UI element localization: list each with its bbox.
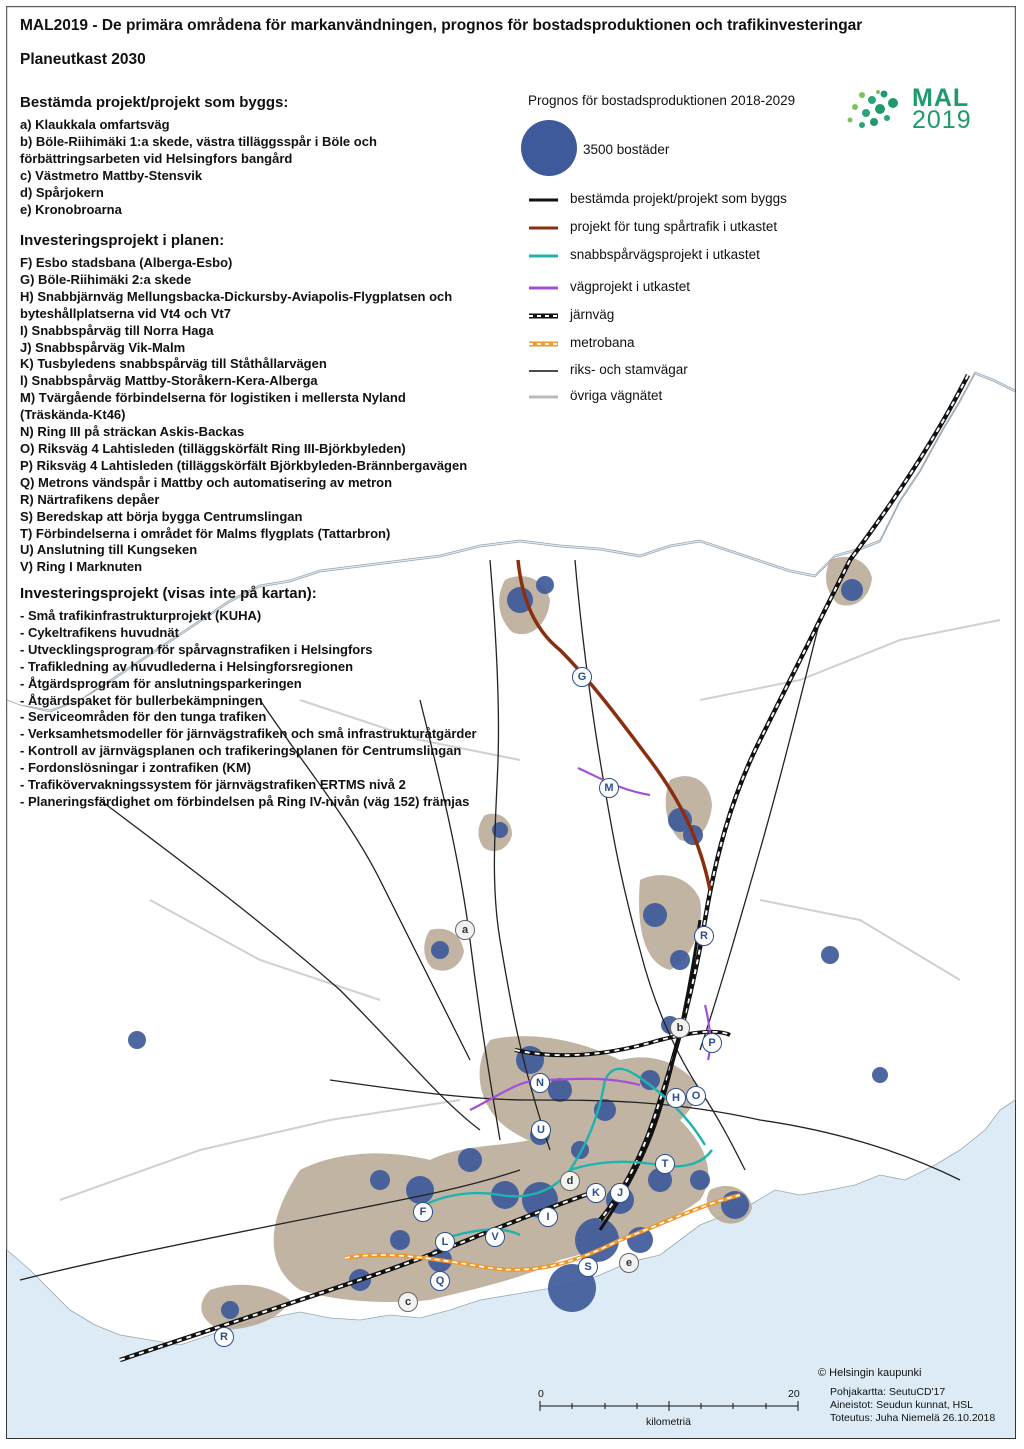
logo-text-top: MAL [912,84,970,112]
map-marker: F [413,1202,433,1222]
list-item: - Planeringsfärdighet om förbindelsen på Ring IV-nivån (väg 152) främjas [20,793,470,809]
legend-swatch [528,194,558,206]
legend-row [528,306,828,326]
credit-line: Aineistot: Seudun kunnat, HSL [830,1399,974,1411]
legend-row [528,190,828,210]
legend-row [528,278,828,298]
map-subtitle: Planeutkast 2030 [20,51,146,68]
legend-swatch [528,222,558,234]
map-marker: b [670,1018,690,1038]
list-heading: Investeringsprojekt i planen: [20,232,225,249]
map-marker: N [530,1073,550,1093]
list-item: b) Böle-Riihimäki 1:a skede, västra tilläggsspår i Böle och [20,133,377,149]
list-item: e) Kronobroarna [20,201,122,217]
legend-label: metrobana [570,335,635,350]
map-marker: R [694,926,714,946]
credits [830,1386,995,1425]
legend-label: snabbspårvägsprojekt i utkastet [570,247,760,262]
credit-line: Pohjakartta: SeutuCD'17 [830,1386,946,1398]
legend-swatch [528,310,558,322]
legend-swatch [528,250,558,262]
legend-label: vägprojekt i utkastet [570,279,691,294]
list-item: (Träskända-Kt46) [20,407,126,423]
list-item: - Trafikledning av huvudlederna i Helsingforsregionen [20,658,354,674]
map-marker: U [531,1120,551,1140]
map-marker: T [655,1154,675,1174]
list-item: - Åtgärdspaket för bullerbekämpningen [20,692,263,708]
map-marker: K [586,1183,606,1203]
list-item: K) Tusbyledens snabbspårväg till Ståthållarvägen [20,356,327,372]
map-marker: S [578,1257,598,1277]
map-marker: d [560,1171,580,1191]
map-marker: c [398,1292,418,1312]
list-item: M) Tvärgående förbindelserna för logistiken i mellersta Nyland [20,390,406,406]
list-item: H) Snabbjärnväg Mellungsbacka-Dickursby-Aviapolis-Flygplatsen och [20,288,453,304]
map-marker: M [599,778,619,798]
legend-swatch [528,365,558,377]
list-item: F) Esbo stadsbana (Alberga-Esbo) [20,255,233,270]
list-item: - Trafiköverva​kningssystem för järnvägstrafiken ERTMS nivå 2 [20,777,406,793]
list-item: - Små trafikinfrastrukturprojekt (KUHA) [20,608,262,623]
list-heading: Investeringsprojekt (visas inte på kartan): [20,585,317,602]
plan-projects-list [20,232,467,576]
list-item: V) Ring I Marknuten [20,559,143,575]
legend-row [528,218,828,238]
copyright: © Helsingin kaupunki [818,1367,922,1379]
list-item: förbättringsarbeten vid Helsingfors bangård [20,150,293,166]
map-title: MAL2019 - De primära områdena för markanvändningen, prognos för bostadsproduktionen och trafikinvesteringar [20,17,863,34]
list-item: T) Förbindelserna i området för Malms flygplats (Tattarbron) [20,525,391,541]
legend-label: övriga vägnätet [570,388,663,403]
map-marker: Q [430,1271,450,1291]
list-item: - Serviceområden för den tunga trafiken [20,709,267,725]
legend-row [528,246,828,266]
list-item: J) Snabbspårväg Vik-Malm [20,339,186,355]
legend-swatch [528,282,558,294]
list-item: U) Anslutning till Kungseken [20,542,198,558]
legend-label: riks- och stamvägar [570,362,688,377]
list-item: P) Riksväg 4 Lahtisleden (tilläggskörfält Björkbyleden-Brännbergavägen [20,457,468,473]
legend-row [528,361,828,381]
map-marker: O [686,1086,706,1106]
list-item: d) Spårjokern [20,184,104,200]
legend-label: projekt för tung spårtrafik i utkastet [570,219,778,234]
list-item: G) Böle-Riihimäki 2:a skede [20,271,192,287]
built-projects-list [20,94,377,218]
list-item: - Fordonslösningar i zontrafiken (KM) [20,760,252,776]
map-marker: G [572,667,592,687]
list-item: - Utvecklingsprogram för spårvagnstrafiken i Helsingfors [20,641,373,657]
list-item: - Kontroll av järnvägsplanen och trafikeringsplanen för Centrumslingan [20,743,462,759]
list-item: c) Västmetro Mattby-Stensvik [20,167,203,183]
housing-bubble-key [521,120,577,176]
list-item: l) Snabbspårväg Mattby-Storåkern-Kera-Alberga [20,373,318,389]
list-item: - Cykeltrafikens huvudnät [20,624,179,640]
list-item: byteshållplatserna vid Vt4 och Vt7 [20,305,231,321]
map-marker: I [538,1207,558,1227]
list-item: O) Riksväg 4 Lahtisleden (tilläggskörfält Ring III-Björkbyleden) [20,440,406,456]
scale-max: 20 [788,1388,800,1400]
legend-label: järnväg [570,307,615,322]
map-marker: P [702,1033,722,1053]
map-marker: e [619,1253,639,1273]
map-marker: H [666,1088,686,1108]
legend-row [528,387,828,407]
legend-swatch [528,338,558,350]
credit-line: Toteutus: Juha Niemelä 26.10.2018 [830,1412,996,1424]
legend-title: Prognos för bostadsproduktionen 2018-2029 [528,93,796,108]
map-marker: V [485,1227,505,1247]
mal2019-logo [844,86,974,134]
legend-swatch [528,391,558,403]
map-marker: a [455,920,475,940]
scale-unit: kilometriä [646,1416,691,1428]
map-marker: L [435,1232,455,1252]
map-marker: R [214,1327,234,1347]
scale-zero: 0 [538,1388,544,1400]
list-heading: Bestämda projekt/projekt som byggs: [20,94,289,111]
legend-label: bestämda projekt/projekt som byggs [570,191,787,206]
logo-text-bottom: 2019 [912,106,972,134]
housing-bubble-label: 3500 bostäder [583,142,670,157]
list-item: - Åtgärdsprogram för anslutningsparkeringen [20,675,302,691]
list-item: S) Beredskap att börja bygga Centrumslingan [20,508,303,524]
map-marker: J [610,1183,630,1203]
list-item: N) Ring III på sträckan Askis-Backas [20,424,245,440]
scale-bar [538,1388,800,1433]
list-item: Q) Metrons vändspår i Mattby och automatisering av metron [20,474,393,490]
not-on-map-list [20,585,477,811]
list-item: - Verksamhetsmodeller för järnvägstrafiken och små infrastrukturåtgärder [20,726,477,742]
list-item: I) Snabbspårväg till Norra Haga [20,322,214,338]
list-item: R) Närtrafikens depåer [20,491,160,507]
legend-row [528,334,828,354]
list-item: a) Klaukkala omfartsväg [20,117,170,132]
